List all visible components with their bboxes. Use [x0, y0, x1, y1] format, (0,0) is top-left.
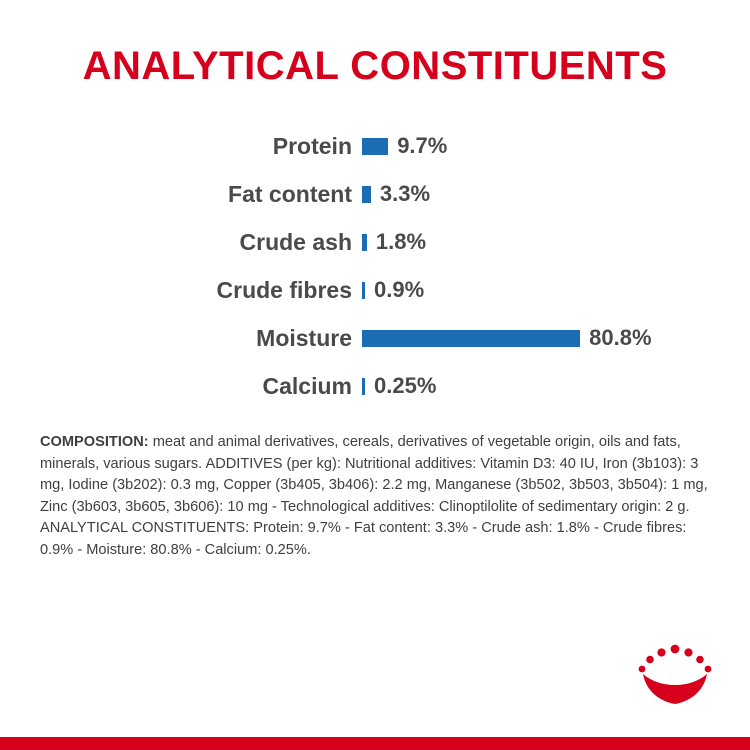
chart-row-label: Calcium — [262, 372, 352, 399]
composition-body: meat and animal derivatives, cereals, derivatives of vegetable origin, oils and fats, minerals, various sugars. ADDITIVES (per kg): Nutritional additives: Vitamin D3: 40 IU, Iron (3b103): 3 mg, Iodine (3b202): 0.3 mg, Copper (3b405, 3b406): 2.2 mg, Manganese (3b502, 3b503, 3b504): 1 mg, Zinc (3b603, 3b605, 3b606): 10 mg - Technological additives: Clinoptilolite of sedimentary origin: 2 g. ANALYTICAL CONSTITUENTS: Protein: 9.7% - Fat content: 3.3% - Crude ash: 1.8% - Crude fibres: 0.9% - Moisture: 80.8% - Calcium: 0.25%. — [40, 434, 708, 558]
chart-row-label: Protein — [272, 132, 352, 159]
chart-row-bar-wrap — [362, 325, 750, 351]
chart-row — [0, 362, 750, 410]
chart-value-label: 0.25% — [374, 373, 437, 398]
composition-heading: COMPOSITION: — [40, 434, 149, 450]
chart-row — [0, 170, 750, 218]
page-title: ANALYTICAL CONSTITUENTS — [82, 44, 668, 88]
chart-bar — [362, 186, 371, 203]
chart-row — [0, 122, 750, 170]
chart-row-bar-wrap — [362, 277, 750, 303]
chart-row-bar-wrap — [362, 229, 750, 255]
chart-value-label: 80.8% — [589, 325, 652, 350]
chart-value-label: 3.3% — [379, 181, 431, 206]
royal-canin-crown-logo — [636, 644, 714, 706]
chart-row-label: Crude fibres — [216, 276, 352, 303]
chart-value-label: 1.8% — [375, 229, 427, 254]
chart-row-bar-wrap — [362, 373, 750, 399]
analytical-constituents-chart — [0, 122, 750, 410]
chart-row-bar-wrap — [362, 133, 750, 159]
composition-paragraph — [40, 432, 712, 562]
chart-value-label: 0.9% — [374, 277, 425, 302]
chart-row — [0, 218, 750, 266]
chart-bar — [362, 138, 388, 155]
chart-row — [0, 314, 750, 362]
chart-row-label: Moisture — [256, 324, 352, 351]
chart-bar — [362, 330, 580, 347]
chart-row-bar-wrap — [362, 181, 750, 207]
chart-row-label: Fat content — [228, 180, 352, 207]
chart-value-label: 9.7% — [397, 133, 448, 158]
chart-row-label: Crude ash — [239, 228, 352, 255]
chart-row — [0, 266, 750, 314]
bottom-accent-bar — [0, 737, 750, 750]
